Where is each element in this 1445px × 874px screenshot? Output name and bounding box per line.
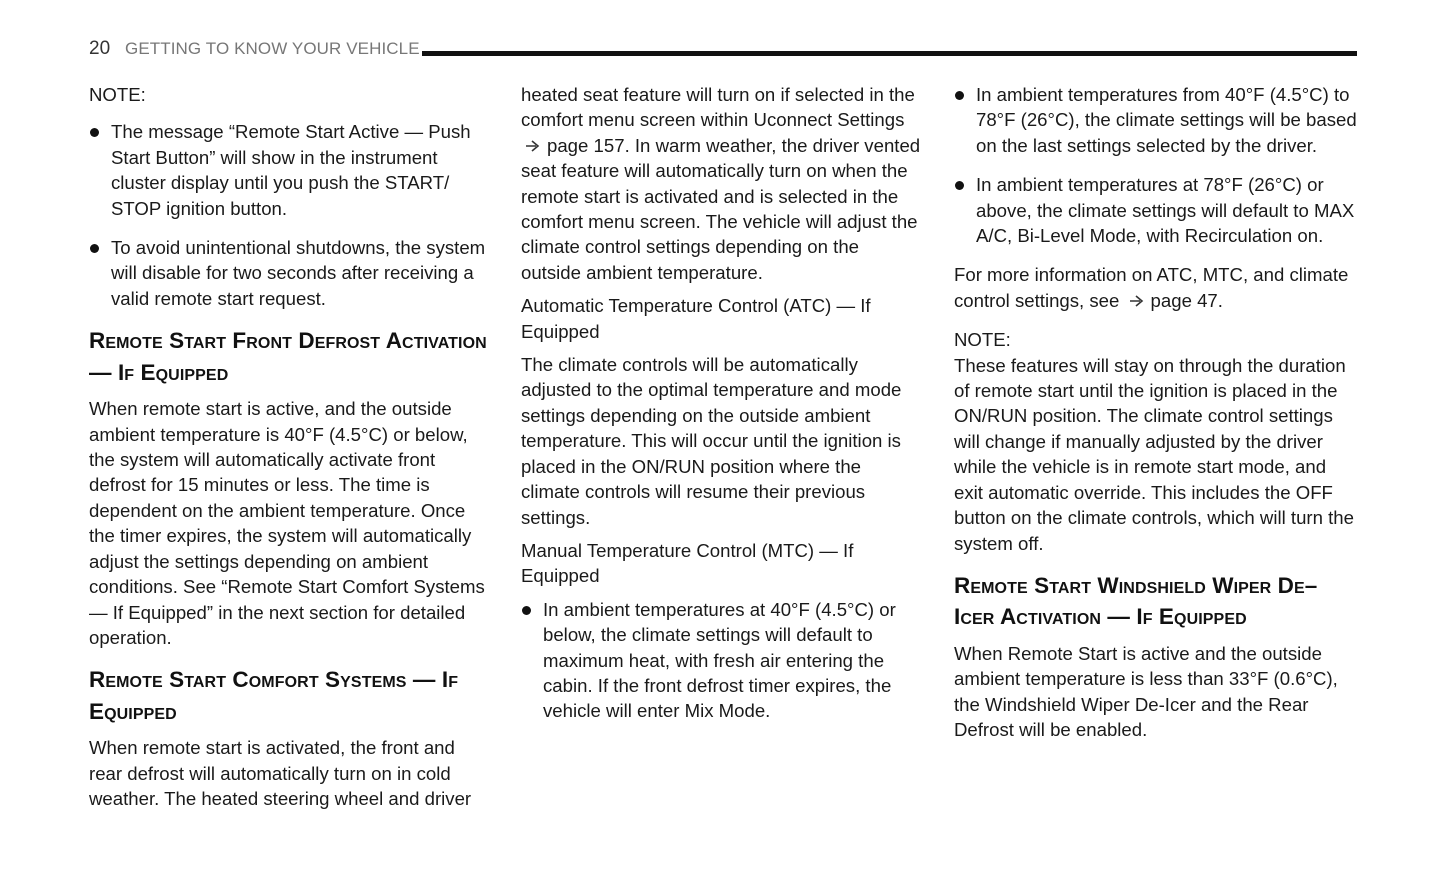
page-reference-link[interactable]: page 157	[547, 134, 625, 156]
body-paragraph: When remote start is activated, the front and rear defrost will automatically turn on in cold weather. The heated steering wheel and driver	[89, 737, 472, 810]
bullet-icon	[955, 91, 964, 100]
subheading: Manual Temperature Control (MTC) — If Equipped	[521, 539, 854, 587]
list-item: The message “Remote Start Active — Push Start Button” will show in the instrument cluster display until you push the START/ STOP ignition button.	[89, 119, 489, 221]
page-number: 20	[89, 38, 111, 59]
temperature-bullet-list	[954, 82, 1357, 248]
body-paragraph: For more information on ATC, MTC, and climate control settings, see page 47.	[954, 264, 1349, 311]
body-paragraph: When Remote Start is active and the outside ambient temperature is less than 33°F (0.6°C), the Windshield Wiper De-Icer and the Rear Defrost will be enabled.	[954, 642, 1338, 741]
bullet-icon	[90, 244, 99, 253]
list-item: In ambient temperatures from 40°F (4.5°C) to 78°F (26°C), the climate settings will be based on the last settings selected by the driver.	[954, 82, 1357, 158]
body-paragraph: When remote start is active, and the outside ambient temperature is 40°F (4.5°C) or below, the system will automatically activate front defrost for 15 minutes or less. The time is dependent on the ambient temperature. Once the timer expires, the system will automatically adjust the settings depending on ambient conditions. See “Remote Start Comfort Systems — If Equipped” in the next section for detailed operation.	[89, 398, 485, 648]
bullet-icon	[522, 606, 531, 615]
list-item: In ambient temperatures at 78°F (26°C) or above, the climate settings will default to MAX A/C, Bi-Level Mode, with Recirculation on.	[954, 172, 1357, 248]
list-item: In ambient temperatures at 40°F (4.5°C) or below, the climate settings will default to maximum heat, with fresh air entering the cabin. If the front defrost timer expires, the vehicle will enter Mix Mode.	[521, 597, 921, 724]
section-heading: Remote Start Front Defrost Activation — If Equipped	[89, 328, 487, 385]
bullet-icon	[90, 128, 99, 137]
page-reference-arrow-icon	[1127, 294, 1149, 308]
section-title: GETTING TO KNOW YOUR VEHICLE	[125, 39, 420, 58]
page-reference-arrow-icon	[523, 139, 545, 153]
section-heading: Remote Start Comfort Systems — If Equipped	[89, 667, 459, 724]
body-paragraph: heated seat feature will turn on if selected in the comfort menu screen within Uconnect Settings page 157. In warm weather, the driver vented seat feature will automatically turn on when the remote start is activated and is selected in the comfort menu screen. The vehicle will adjust the climate control settings depending on the outside ambient temperature.	[521, 84, 921, 283]
note-bullet-list	[89, 119, 489, 311]
subheading: Automatic Temperature Control (ATC) — If Equipped	[521, 295, 871, 342]
list-item: To avoid unintentional shutdowns, the system will disable for two seconds after receiving a valid remote start request.	[89, 235, 489, 311]
note-label: NOTE:	[89, 84, 146, 105]
mtc-bullet-list	[521, 597, 921, 724]
note-text: These features will stay on through the duration of remote start until the ignition is placed in the ON/RUN position. The climate control settings will change if manually adjusted by the driver while the vehicle is in remote start mode, and exit automatic override. This includes the OFF button on the climate controls, which will turn the system off.	[954, 354, 1354, 554]
page-reference-link[interactable]: page 47	[1150, 289, 1218, 311]
column-2	[521, 82, 921, 738]
bullet-icon	[955, 181, 964, 190]
column-3	[954, 82, 1357, 743]
body-paragraph: The climate controls will be automatically adjusted to the optimal temperature and mode settings depending on the outside ambient temperature. This will occur until the ignition is placed in the ON/RUN position where the climate controls will resume their previous settings.	[521, 354, 902, 528]
section-heading: Remote Start Windshield Wiper De–Icer Activation — If Equipped	[954, 572, 1318, 630]
page-header	[89, 38, 1357, 64]
note-label: NOTE:	[954, 329, 1011, 351]
column-1	[89, 82, 489, 812]
header-rule	[422, 51, 1357, 56]
